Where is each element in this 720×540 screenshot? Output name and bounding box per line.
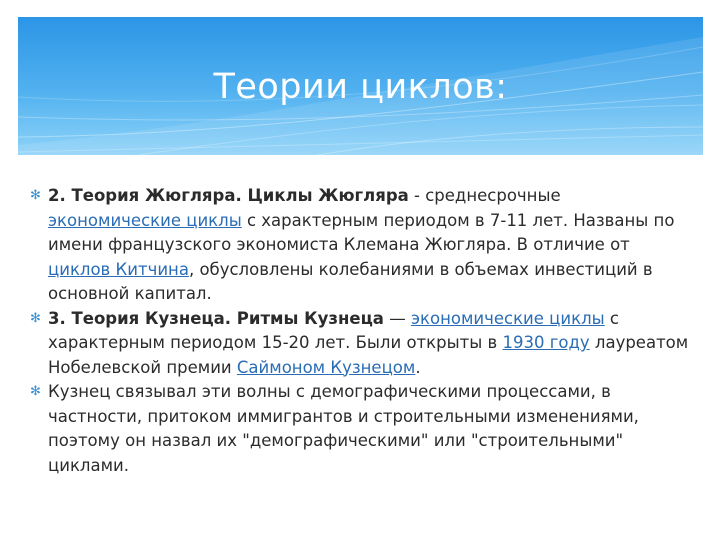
link-simon-kuznets[interactable]: Саймоном Кузнецом [236,357,416,377]
link-kitchin-cycles[interactable]: циклов Китчина [48,259,189,279]
list-item [30,307,690,381]
item-heading: 2. Теория Жюгляра. Циклы Жюгляра [48,186,409,205]
title-banner [18,17,703,155]
item-text: с характерным периодом в 7-11 лет. Названы по имени французского экономиста Клемана Жюгляра. В отличие от [48,210,675,254]
item-heading: 3. Теория Кузнеца. Ритмы Кузнеца [48,308,384,328]
item-text: лауреатом Нобелевской премии [48,333,689,377]
item-text: Кузнец связывал эти волны с демографическими процессами, в частности, притоком иммигрантов и строительными изменениями, поэтому он назвал их "демографическими" или "строительными" циклами. [48,382,639,475]
asterisk-bullet-icon: ✻ [30,188,41,203]
asterisk-bullet-icon: ✻ [30,310,41,326]
item-text: с характерным периодом 15-20 лет. Были открыты в [48,308,620,352]
item-text: . [415,357,421,377]
asterisk-bullet-icon: ✻ [30,384,41,399]
link-economic-cycles[interactable]: экономические циклы [410,308,605,328]
item-text: — [383,308,411,328]
slide-title: Теории циклов: [213,67,508,107]
item-text: - среднесрочные [408,186,561,205]
list-item [30,380,690,478]
item-text: , обусловлены колебаниями в объемах инвестиций в основной капитал. [48,259,653,303]
link-economic-cycles[interactable]: экономические циклы [48,210,242,230]
link-1930-year[interactable]: 1930 году [502,333,590,352]
bullet-list [30,184,690,478]
list-item [30,184,690,307]
